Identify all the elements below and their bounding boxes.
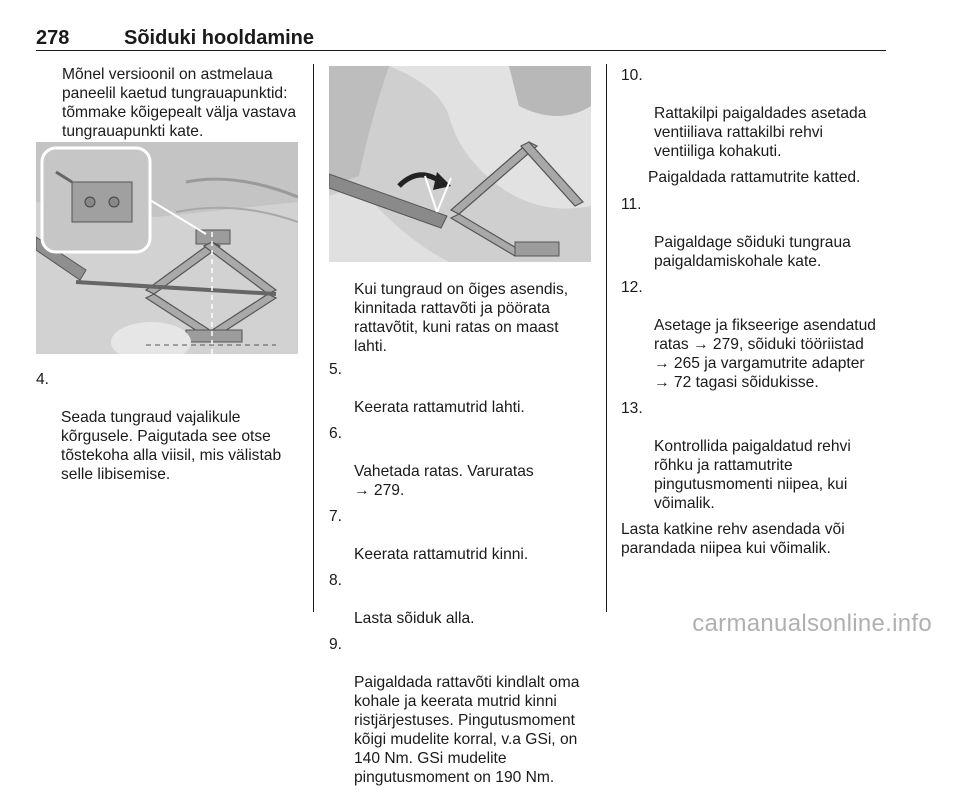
list-item-text: Rattakilpi paigaldades asetada ventiiliava rattakilbi rehvi ventiiliga kohakuti.	[654, 105, 867, 160]
list-item	[621, 195, 893, 271]
list-item-text: Paigaldada rattavõti kindlalt oma kohale ja keerata mutrid kinni ristjärjestuses. Pingutusmoment kõigi mudelite korral, v.a GSi, on 140 Nm. GSi mudelite pingutusmoment on 190 Nm.	[354, 674, 580, 786]
column-1	[62, 65, 307, 149]
list-item	[329, 635, 601, 787]
header-rule	[36, 50, 886, 51]
list-item	[621, 278, 893, 392]
list-item-number: 4.	[36, 371, 50, 388]
list-item-number: 6.	[329, 425, 343, 442]
list-item-number: 13.	[621, 400, 643, 417]
intro-paragraph: Mõnel versioonil on astmelaua paneelil kaetud tungrauapunktid: tõmmake kõigepealt välja vastava tungrauapunkti kate.	[62, 66, 297, 140]
list-item-text: Vahetada ratas. Varuratas → 279.	[354, 463, 534, 499]
list-item-number: 5.	[329, 361, 343, 378]
column-divider-2	[606, 64, 607, 612]
list-item-text: Seada tungraud vajalikule kõrgusele. Paigutada see otse tõstekoha alla viisil, mis välistab selle libisemise.	[61, 409, 282, 483]
list-item	[329, 571, 601, 628]
list-item-number: 10.	[621, 67, 643, 84]
list-item-number: 12.	[621, 279, 643, 296]
closing-paragraph: Lasta katkine rehv asendada või parandada niipea kui võimalik.	[621, 521, 845, 557]
list-item	[329, 360, 601, 417]
list-item	[621, 66, 893, 161]
section-title: Sõiduki hooldamine	[124, 27, 315, 49]
step-10-note: Paigaldada rattamutrite katted.	[648, 169, 861, 186]
jack-lifting-point-illustration	[36, 142, 298, 354]
list-item-number: 7.	[329, 508, 343, 525]
page-number: 278	[36, 27, 70, 49]
column-divider-1	[313, 64, 314, 612]
wrench-paragraph: Kui tungraud on õiges asendis, kinnitada rattavõti ja pöörata rattavõtit, kuni ratas on maast lahti.	[354, 281, 569, 355]
column-2-list	[329, 360, 601, 794]
list-item-number: 8.	[329, 572, 343, 589]
list-item-text: Keerata rattamutrid kinni.	[354, 546, 529, 563]
column-1-lower	[36, 370, 308, 491]
column-2-intro	[354, 280, 599, 364]
list-item	[621, 399, 893, 513]
watermark: carmanualsonline.info	[692, 610, 932, 637]
column-3	[621, 66, 893, 566]
list-item	[329, 424, 601, 500]
list-item-number: 9.	[329, 636, 343, 653]
list-item-text: Keerata rattamutrid lahti.	[354, 399, 525, 416]
wheel-wrench-illustration	[329, 66, 591, 262]
list-item	[36, 370, 308, 484]
list-item-text: Paigaldage sõiduki tungraua paigaldamiskohale kate.	[654, 234, 851, 270]
list-item	[329, 507, 601, 564]
list-item-text: Lasta sõiduk alla.	[354, 610, 475, 627]
list-item-text: Kontrollida paigaldatud rehvi rõhku ja rattamutrite pingutusmomenti niipea, kui võimalik.	[654, 438, 851, 512]
list-item-number: 11.	[621, 196, 642, 213]
list-item-text: Asetage ja fikseerige asendatud ratas → 279, sõiduki tööriistad → 265 ja vargamutrite adapter → 72 tagasi sõidukisse.	[654, 317, 876, 391]
